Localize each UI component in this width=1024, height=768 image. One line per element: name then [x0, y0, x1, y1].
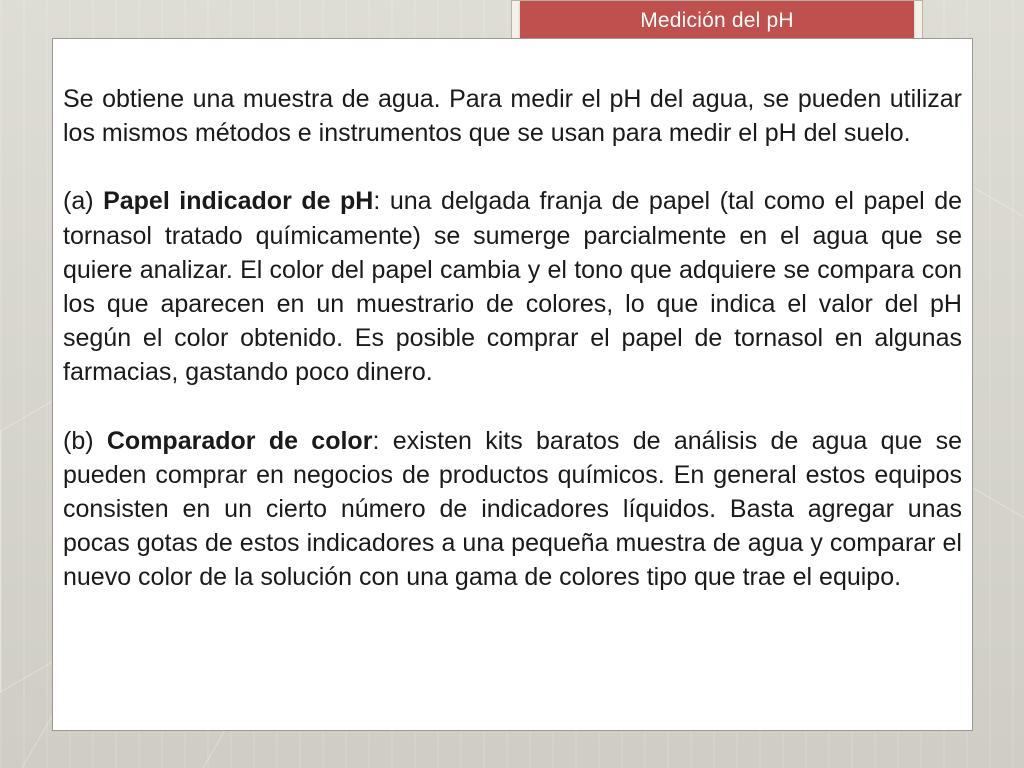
item-term: Papel indicador de pH	[103, 187, 374, 216]
item-term: Comparador de color	[106, 426, 373, 455]
content-panel	[52, 38, 973, 731]
slide-title: Medición del pH	[640, 9, 794, 32]
item-prefix: (b)	[63, 426, 107, 455]
intro-paragraph: Se obtiene una muestra de agua. Para medir el pH del agua, se pueden utilizar los mismos métodos e instrumentos que se usan para medir el pH del suelo.	[63, 85, 962, 148]
item-paragraph-b	[63, 424, 962, 595]
item-paragraph-a	[63, 184, 962, 389]
item-text: : una delgada franja de papel (tal como el papel de tornasol tratado químicamente) se sumerge parcialmente en el agua que se quiere analizar. El color del papel cambia y el tono que adquiere se compara con los que aparecen en un muestrario de colores, lo que indica el valor del pH según el color obtenido. Es posible comprar el papel de tornasol en algunas farmacias, gastando poco dinero.	[63, 187, 962, 387]
item-prefix: (a)	[63, 187, 104, 216]
content-body	[63, 82, 962, 595]
item-text: : existen kits baratos de análisis de agua que se pueden comprar en negocios de productos químicos. En general estos equipos consisten en un cierto número de indicadores líquidos. Basta agregar unas pocas gotas de estos indicadores a una pequeña muestra de agua y comparar el nuevo color de la solución con una gama de colores tipo que trae el equipo.	[63, 426, 963, 592]
